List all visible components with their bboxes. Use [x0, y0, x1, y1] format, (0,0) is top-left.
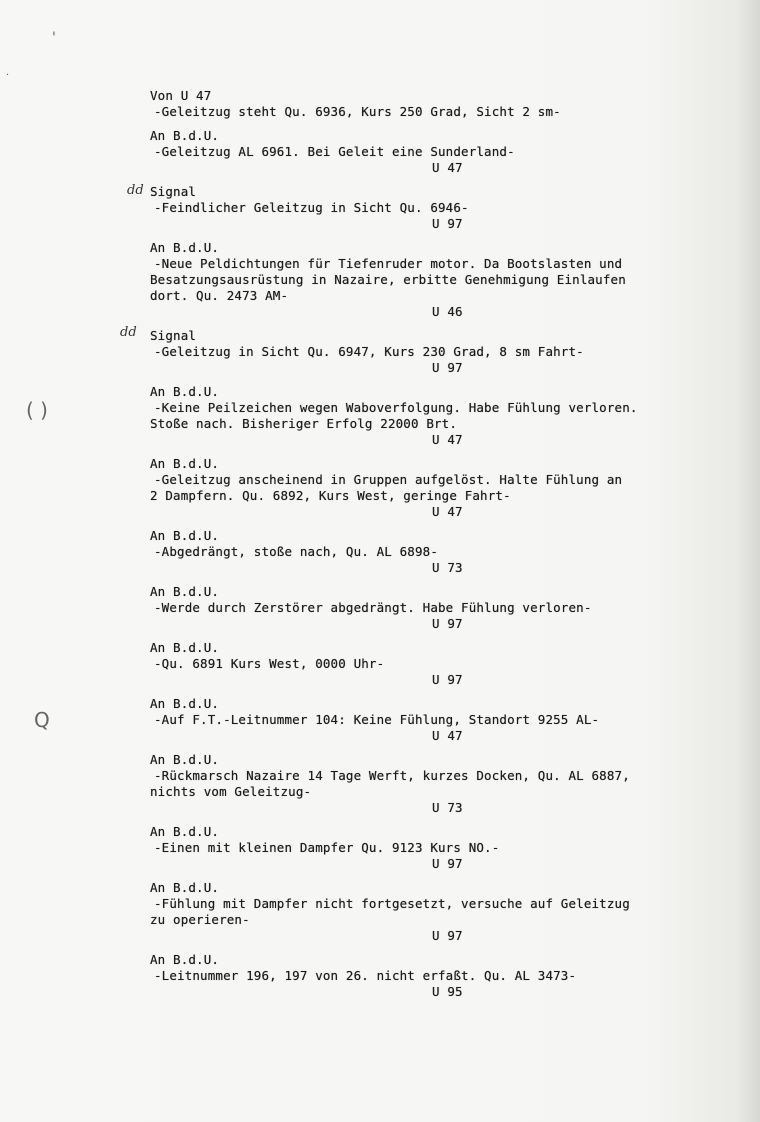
stray-mark: · [6, 70, 10, 81]
message-sender: U 97 [432, 672, 463, 687]
message-line: -Rückmarsch Nazaire 14 Tage Werft, kurzes Docken, Qu. AL 6887, [154, 768, 630, 783]
message-sender: U 47 [432, 504, 463, 519]
message-block [150, 880, 750, 944]
message-line: dort. Qu. 2473 AM- [150, 288, 289, 303]
message-line: -Leitnummer 196, 197 von 26. nicht erfaßt. Qu. AL 3473- [154, 968, 577, 983]
message-header: An B.d.U. [150, 528, 220, 543]
message-header: An B.d.U. [150, 640, 220, 655]
message-header: An B.d.U. [150, 584, 220, 599]
message-sender: U 47 [432, 432, 463, 447]
message-header: An B.d.U. [150, 952, 220, 967]
message-line: nichts vom Geleitzug- [150, 784, 312, 799]
message-line: -Auf F.T.-Leitnummer 104: Keine Fühlung, Standort 9255 AL- [154, 712, 600, 727]
message-line: zu operieren- [150, 912, 250, 927]
message-sender: U 95 [432, 984, 463, 999]
message-block [150, 752, 750, 816]
message-block [150, 952, 750, 1000]
message-sender: U 73 [432, 800, 463, 815]
message-block [150, 184, 750, 232]
message-header: An B.d.U. [150, 752, 220, 767]
message-block [150, 384, 750, 448]
message-header: An B.d.U. [150, 456, 220, 471]
message-sender: U 97 [432, 216, 463, 231]
message-sender: U 97 [432, 928, 463, 943]
message-block [150, 696, 750, 744]
message-line: -Neue Peldichtungen für Tiefenruder motor. Da Bootslasten und [154, 256, 623, 271]
message-line: -Geleitzug anscheinend in Gruppen aufgelöst. Halte Fühlung an [154, 472, 623, 487]
message-line: -Keine Peilzeichen wegen Waboverfolgung. Habe Fühlung verloren. [154, 400, 638, 415]
message-log [150, 88, 750, 1008]
message-sender: U 97 [432, 616, 463, 631]
message-block [150, 240, 750, 320]
message-line: -Fühlung mit Dampfer nicht fortgesetzt, versuche auf Geleitzug [154, 896, 630, 911]
handwritten-mark: dd [127, 183, 144, 198]
hole-punch-mark: ( ) [26, 398, 48, 422]
message-line: -Geleitzug in Sicht Qu. 6947, Kurs 230 Grad, 8 sm Fahrt- [154, 344, 584, 359]
message-block [150, 640, 750, 688]
message-line: -Werde durch Zerstörer abgedrängt. Habe Fühlung verloren- [154, 600, 592, 615]
message-header: Signal [150, 328, 197, 343]
message-line: -Abgedrängt, stoße nach, Qu. AL 6898- [154, 544, 438, 559]
message-block [150, 88, 750, 120]
message-block [150, 456, 750, 520]
message-header: Signal [150, 184, 197, 199]
message-line: -Feindlicher Geleitzug in Sicht Qu. 6946- [154, 200, 469, 215]
message-block [150, 128, 750, 176]
message-block [150, 328, 750, 376]
message-sender: U 73 [432, 560, 463, 575]
message-header: An B.d.U. [150, 824, 220, 839]
message-header: An B.d.U. [150, 240, 220, 255]
message-header: An B.d.U. [150, 696, 220, 711]
message-sender: U 47 [432, 160, 463, 175]
message-sender: U 46 [432, 304, 463, 319]
message-header: An B.d.U. [150, 128, 220, 143]
message-line: -Geleitzug AL 6961. Bei Geleit eine Sunderland- [154, 144, 515, 159]
message-header: Von U 47 [150, 88, 212, 103]
message-header: An B.d.U. [150, 880, 220, 895]
message-sender: U 97 [432, 856, 463, 871]
message-line: -Einen mit kleinen Dampfer Qu. 9123 Kurs NO.- [154, 840, 500, 855]
message-block [150, 528, 750, 576]
message-sender: U 97 [432, 360, 463, 375]
message-line: 2 Dampfern. Qu. 6892, Kurs West, geringe Fahrt- [150, 488, 511, 503]
handwritten-mark: dd [120, 325, 137, 340]
message-line: -Geleitzug steht Qu. 6936, Kurs 250 Grad, Sicht 2 sm- [154, 104, 561, 119]
message-line: Stoße nach. Bisheriger Erfolg 22000 Brt. [150, 416, 458, 431]
message-sender: U 47 [432, 728, 463, 743]
stray-mark: ' [52, 30, 56, 46]
message-line: Besatzungsausrüstung in Nazaire, erbitte Genehmigung Einlaufen [150, 272, 626, 287]
message-line: -Qu. 6891 Kurs West, 0000 Uhr- [154, 656, 385, 671]
message-block [150, 824, 750, 872]
message-header: An B.d.U. [150, 384, 220, 399]
hole-punch-mark: Q [34, 708, 50, 732]
message-block [150, 584, 750, 632]
